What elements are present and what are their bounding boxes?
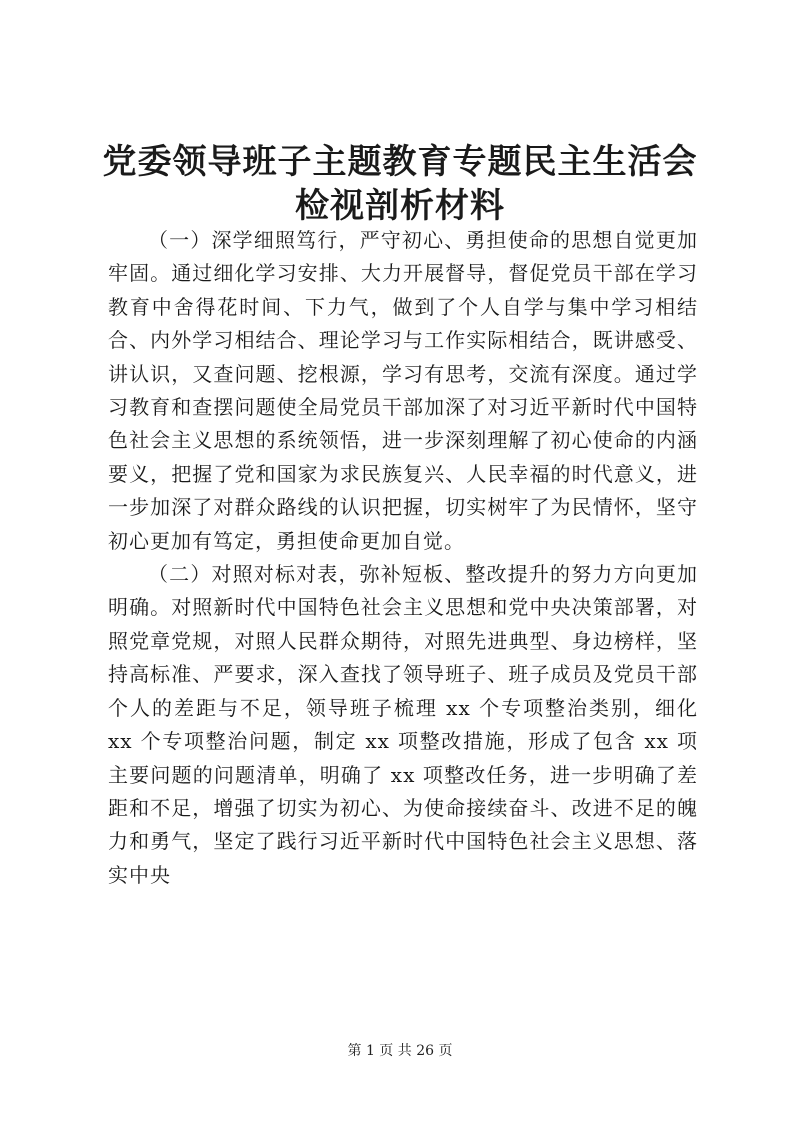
document-body xyxy=(108,224,698,892)
page-footer: 第 1 页 共 26 页 xyxy=(347,1043,453,1059)
document-title: 党委领导班子主题教育专题民主生活会检视剖析材料 xyxy=(102,142,698,226)
paragraph-2: （二）对照对标对表，弥补短板、整改提升的努力方向更加明确。对照新时代中国特色社会主义思想和党中央决策部署，对照党章党规，对照人民群众期待，对照先进典型、身边榜样，坚持高标准、严要求，深入查找了领导班子、班子成员及党员干部个人的差距与不足，领导班子梳理 xx 个专项整治类别，细化 xx 个专项整治问题，制定 xx 项整改措施，形成了包含 xx 项主要问题的问题清单，明确了 xx 项整改任务，进一步明确了差距和不足，增强了切实为初心、为使命接续奋斗、改进不足的魄力和勇气，坚定了践行习近平新时代中国特色社会主义思想、落实中央 xyxy=(108,562,698,887)
paragraph-1: （一）深学细照笃行，严守初心、勇担使命的思想自觉更加牢固。通过细化学习安排、大力开展督导，督促党员干部在学习教育中舍得花时间、下力气，做到了个人自学与集中学习相结合、内外学习相结合、理论学习与工作实际相结合，既讲感受、讲认识，又查问题、挖根源，学习有思考，交流有深度。通过学习教育和查摆问题使全局党员干部加深了对习近平新时代中国特色社会主义思想的系统领悟，进一步深刻理解了初心使命的内涵要义，把握了党和国家为求民族复兴、人民幸福的时代意义，进一步加深了对群众路线的认识把握，切实树牢了为民情怀，坚守初心更加有笃定，勇担使命更加自觉。 xyxy=(108,228,698,553)
